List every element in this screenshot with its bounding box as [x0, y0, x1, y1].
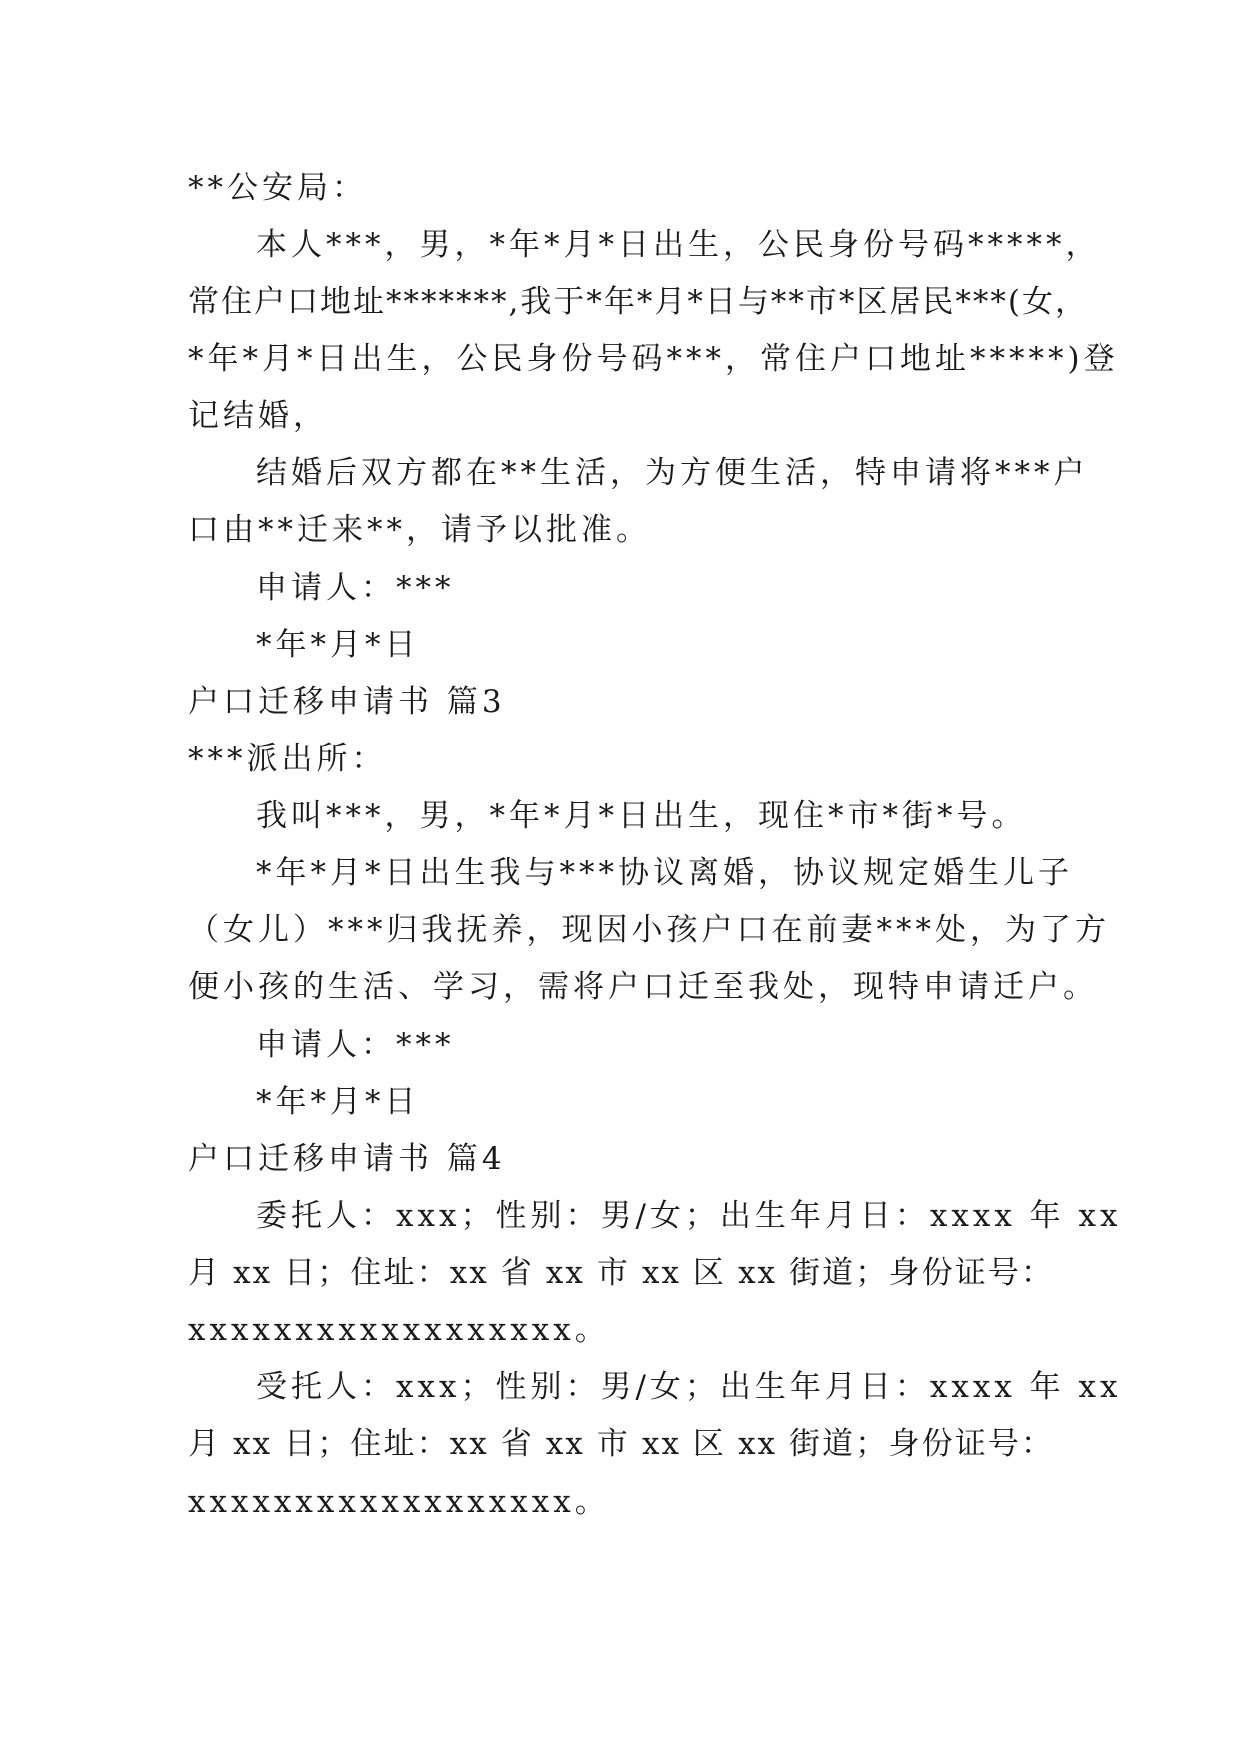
signature-date: *年*月*日 [256, 1084, 420, 1120]
principal-id-line: xxxxxxxxxxxxxxxxxx。 [188, 1312, 610, 1348]
principal-info-line: 委托人：xxx；性别：男/女；出生年月日：xxxx 年 xx [256, 1198, 1122, 1234]
paragraph-line: *年*月*日出生我与***协议离婚，协议规定婚生儿子 [256, 855, 1073, 891]
paragraph-line: 便小孩的生活、学习，需将户口迁至我处，现特申请迁户。 [188, 969, 1098, 1005]
signature-date: *年*月*日 [256, 627, 420, 663]
paragraph-line: 我叫***，男，*年*月*日出生，现住*市*街*号。 [256, 798, 1027, 834]
principal-info-line: 月 xx 日；住址：xx 省 xx 市 xx 区 xx 街道；身份证号： [188, 1255, 1054, 1291]
agent-id-line: xxxxxxxxxxxxxxxxxx。 [188, 1484, 610, 1520]
paragraph-line: 本人***，男，*年*月*日出生，公民身份号码*****， [256, 227, 1101, 263]
paragraph-line: （女儿）***归我抚养，现因小孩户口在前妻***处，为了方 [188, 912, 1110, 948]
paragraph-line: 口由**迁来**，请予以批准。 [188, 512, 651, 548]
applicant-signature: 申请人：*** [256, 570, 455, 606]
section-heading-3: 户口迁移申请书 篇3 [188, 684, 506, 720]
paragraph-line: 结婚后双方都在**生活，为方便生活，特申请将***户 [256, 455, 1089, 491]
section-heading-4: 户口迁移申请书 篇4 [188, 1141, 506, 1177]
paragraph-line: 记结婚， [188, 398, 328, 434]
applicant-signature: 申请人：*** [256, 1027, 455, 1063]
salutation-police-bureau: **公安局： [188, 170, 367, 206]
paragraph-line: 常住户口地址*******,我于*年*月*日与**市*区居民***(女， [188, 284, 1088, 320]
agent-info-line: 月 xx 日；住址：xx 省 xx 市 xx 区 xx 街道；身份证号： [188, 1426, 1054, 1462]
salutation-police-station: ***派出所： [188, 741, 387, 777]
paragraph-line: *年*月*日出生，公民身份号码***，常住户口地址*****)登 [188, 341, 1119, 377]
agent-info-line: 受托人：xxx；性别：男/女；出生年月日：xxxx 年 xx [256, 1369, 1122, 1405]
